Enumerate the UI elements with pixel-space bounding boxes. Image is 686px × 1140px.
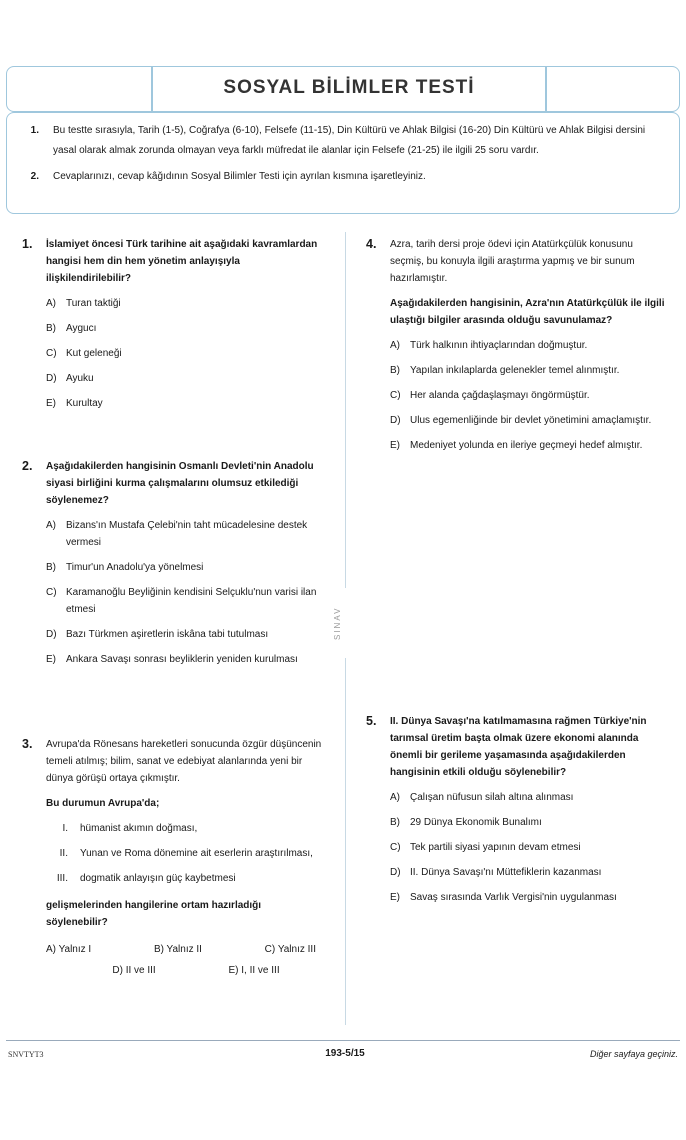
answer-option[interactable] [46,295,322,312]
option-text: Turan taktiği [66,298,121,309]
option-text: 29 Dünya Ekonomik Bunalımı [410,817,542,828]
option-text: Ayuku [66,373,94,384]
question-stem: Aşağıdakilerden hangisinin, Azra'nın Atatürkçülük ile ilgili ulaştığı bilgiler arasında olduğu savunulamaz? [390,298,665,326]
option-text: Medeniyet yolunda en ileriye geçmeyi hedef almıştır. [410,440,643,451]
option-letter: C) [390,390,401,401]
answer-option[interactable] [390,362,666,379]
instruction-item [17,167,669,187]
option-letter: B) [390,817,400,828]
answer-option[interactable] [46,651,322,668]
answer-option[interactable]: C) Yalnız III [264,944,316,955]
question-stem: II. Dünya Savaşı'na katılmamasına rağmen Türkiye'nin tarımsal üretim başta olmak üzere ekonomi alanında önemli bir gerileme yaşamasında aşağıdakilerden hangisinin etkili olduğu söylenebilir? [390,716,647,778]
option-letter: B) [46,323,56,334]
question-5 [366,713,666,906]
option-letter: A) [390,340,400,351]
option-text: Bizans'ın Mustafa Çelebi'nin taht mücadelesine destek vermesi [66,520,308,548]
answer-option[interactable] [390,437,666,454]
question-number: 3. [22,737,33,751]
test-header [6,66,680,112]
question-stem: İslamiyet öncesi Türk tarihine ait aşağıdaki kavramlardan hangisi hem din hem yönetim anlayışıyla ilişkilendirilebilir? [46,239,318,284]
answer-option[interactable] [390,412,666,429]
option-letter: E) [390,892,400,903]
option-letter: E) [46,654,56,665]
next-page-note: Diğer sayfaya geçiniz. [589,1049,678,1059]
option-text: Kut geleneği [66,348,122,359]
option-text: II. Dünya Savaşı'nı Müttefiklerin kazanması [410,867,602,878]
roman-text: dogmatik anlayışın güç kaybetmesi [80,873,236,884]
roman-item [46,820,322,837]
instruction-number: 1. [30,125,39,136]
roman-text: hümanist akımın doğması, [80,823,198,834]
option-letter: A) [46,520,56,531]
option-letter: D) [46,373,57,384]
answer-option[interactable] [390,387,666,404]
answer-option[interactable] [390,814,666,831]
question-4 [366,236,666,454]
option-text: Kurultay [66,398,103,409]
instruction-number: 2. [30,171,39,182]
question-passage: Azra, tarih dersi proje ödevi için Atatürkçülük konusunu seçmiş, bu konuyla ilgili araştırma yapmış ve bir sunum hazırlamıştır. [390,239,635,284]
option-text: Çalışan nüfusun silah altına alınması [410,792,574,803]
answer-option[interactable] [46,370,322,387]
option-letter: D) [390,867,401,878]
option-text: Ankara Savaşı sonrası beyliklerin yeniden kurulması [66,654,298,665]
option-text: Karamanoğlu Beyliğinin kendisini Selçuklu'nun varisi ilan etmesi [66,587,317,615]
instructions-box [6,112,680,214]
answer-options-row [46,941,316,958]
question-number: 5. [366,714,377,728]
answer-option[interactable] [46,320,322,337]
instruction-text: Bu testte sırasıyla, Tarih (1-5), Coğrafya (6-10), Felsefe (11-15), Din Kültürü ve Ahlak Bilgisi (16-20) Din Kültürü ve Ahlak Bilgisi dersini yasal olarak almak zorunda olmayan veya farklı müfredat ile alanlar için Felsefe (21-25) ile ilgili 25 soru vardır. [53,125,646,156]
option-letter: E) [46,398,56,409]
answer-option[interactable]: A) Yalnız I [46,944,92,955]
answer-option[interactable] [46,345,322,362]
question-number: 1. [22,237,33,251]
question-3 [22,736,322,979]
answer-option[interactable]: D) II ve III [112,965,156,976]
answer-option[interactable] [390,864,666,881]
option-text: Bazı Türkmen aşiretlerin iskâna tabi tutulması [66,629,269,640]
option-letter: B) [46,562,56,573]
question-number: 2. [22,459,33,473]
page-number: 193-5/15 [325,1048,365,1059]
roman-item [46,845,322,862]
option-letter: C) [46,348,57,359]
option-letter: A) [390,792,400,803]
sinav-watermark: SINAV [333,588,355,658]
option-letter: C) [390,842,401,853]
roman-number: III. [56,873,68,884]
answer-option[interactable] [390,889,666,906]
option-letter: D) [46,629,57,640]
answer-option[interactable] [390,789,666,806]
question-number: 4. [366,237,377,251]
roman-number: II. [59,848,68,859]
answer-option[interactable] [46,517,322,551]
option-letter: C) [46,587,57,598]
answer-option[interactable] [390,337,666,354]
roman-number: I. [62,823,68,834]
option-text: Türk halkının ihtiyaçlarından doğmuştur. [410,340,588,351]
answer-option[interactable] [46,626,322,643]
answer-option[interactable] [390,839,666,856]
option-text: Her alanda çağdaşlaşmayı öngörmüştür. [410,390,590,401]
answer-option[interactable]: B) Yalnız II [153,944,202,955]
question-lead: Bu durumun Avrupa'da; [46,798,160,809]
option-text: Yapılan inkılaplarda gelenekler temel alınmıştır. [410,365,620,376]
answer-option[interactable]: E) I, II ve III [228,965,280,976]
instruction-text: Cevaplarınızı, cevap kâğıdının Sosyal Bilimler Testi için ayrılan kısmına işaretleyiniz. [53,171,426,182]
answer-options-row [76,962,316,979]
option-text: Savaş sırasında Varlık Vergisi'nin uygulanması [410,892,617,903]
answer-option[interactable] [46,395,322,412]
option-text: Aygucı [66,323,97,334]
footer-code: SNVTYT3 [8,1050,44,1059]
roman-text: Yunan ve Roma dönemine ait eserlerin araştırılması, [80,848,313,859]
question-2 [22,458,322,668]
option-letter: A) [46,298,56,309]
header-divider [545,67,547,111]
option-text: Ulus egemenliğinde bir devlet yönetimini amaçlamıştır. [410,415,652,426]
page-title: SOSYAL BİLİMLER TESTİ [223,77,475,98]
question-1 [22,236,322,412]
option-letter: E) [390,440,400,451]
question-passage: Avrupa'da Rönesans hareketleri sonucunda özgür düşüncenin temeli atılmış; bilim, sanat ve edebiyat alanlarında yeni bir dünya görüşü ortaya çıkmıştır. [46,739,322,784]
question-stem: Aşağıdakilerden hangisinin Osmanlı Devleti'nin Anadolu siyasi birliğini kurma çalışmalarını olumsuz etkilediği söylenemez? [46,461,314,506]
question-stem: gelişmelerinden hangilerine ortam hazırladığı söylenebilir? [46,900,262,928]
roman-item [46,870,322,887]
option-letter: B) [390,365,400,376]
answer-option[interactable] [46,559,322,576]
option-letter: D) [390,415,401,426]
footer-divider [6,1040,680,1041]
option-text: Tek partili siyasi yapının devam etmesi [410,842,581,853]
option-text: Timur'un Anadolu'ya yönelmesi [66,562,204,573]
instruction-item [17,121,669,161]
answer-option[interactable] [46,584,322,618]
